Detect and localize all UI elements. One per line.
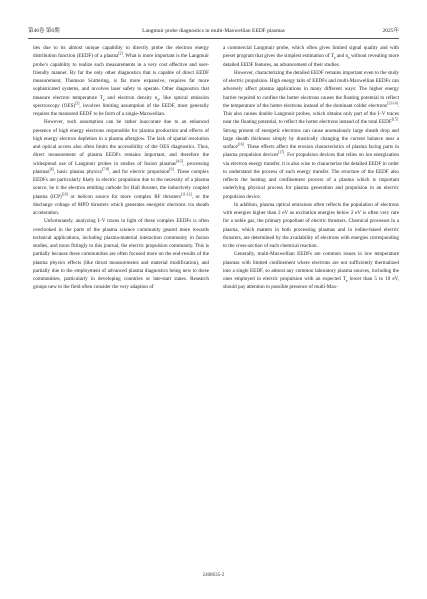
text-run: . These complex EEDFs are particularly likely in electric propulsion due to the necessity of a plasma source, be it the electron emitting cathode for Hall thruster, the inductively coupled plasma (ICP)	[33, 168, 209, 200]
running-header	[28, 26, 399, 36]
citation-ref: [2]	[118, 51, 123, 56]
citation-ref: [6]	[49, 167, 54, 172]
text-run: , or the discharge voltage of MPD thrusters which generates energetic electrons via sheath acceleration.	[33, 193, 209, 216]
text-run: . Strong present of energetic electrons can cause anomalously large sheath drop and large sheath thickness simply by drastically changing the current balance near a surface	[223, 119, 399, 150]
citation-ref: [10]	[61, 191, 68, 196]
text-run: a commercial Langmuir probe, which often gives limited signal quality and with preset program that gives the simplest estimation of T	[223, 45, 399, 60]
text-run: . These effects affect the erosion characteristics of plasma facing parts in plasma propulsion devices	[223, 144, 399, 159]
text-run: lower than 5 to 10 eV, should pay attention to possible presence of multi-Max-	[223, 276, 399, 291]
text-run: , involves limiting assumption of the EEDF, most generally requires the measured EEDF to be form of a single-Maxwellian.	[33, 102, 209, 117]
text-run: . What is more important is the Langmuir probe’s capability to realize such measurements in a very cost effective and user-friendly manner. By far the only other diagnostics that is capable of direct EEDF measurement, Thomson Scattering, is far more expansive, requires far more sophisticated systems, and involves laser safety to operate. Other diagnostics that measure electron temperature T	[33, 53, 209, 101]
body-paragraph	[223, 250, 399, 291]
citation-ref: [16]	[237, 142, 244, 147]
text-run: In addition, plasma optical emissions often reflects the population of electrons with energies higher than 2 eV as excitation energies below 2 eV is often very rare for a noble gas, the primary propellant of electric thrusters. Chemical processes in a plasma, which matters in both processing plasmas and in iodine-based electric thrusters, are determined by the availability of electrons with energies corresponding to the cross-section of each chemical reaction.	[223, 201, 399, 249]
subscript: e	[333, 56, 336, 61]
citation-ref: [7-8]	[101, 167, 110, 172]
text-run: , like optical emission spectroscopy (OES)	[33, 94, 209, 109]
text-run: and electron density n	[104, 94, 158, 101]
page-number: 2408035-2	[202, 573, 225, 578]
text-run: , processing plasmas	[33, 160, 209, 175]
body-paragraph	[223, 69, 399, 201]
body-paragraph	[223, 44, 399, 69]
subscript: e	[345, 279, 348, 284]
citation-ref: [4-5]	[176, 158, 184, 163]
text-run: . For propulsion devices that relies on ion energization via electron energy transfer, it is also wise to characterize the detailed EEDF in order to understand the process of such energy transfer. The structure of the EEDF also reflects the heating and confinement process of a plasma which is important underlying physical process for plasma generation and propulsion in an electric propulsion device.	[223, 152, 399, 200]
text-run: . This also causes double Langmuir probes, which obtains only part of the I–V traces near the floating potential, to reflect the hotter electrons instead of the total EEDF	[223, 102, 399, 126]
text-run: Generally, multi-Maxwellian EEDFs are common issues in low temperature plasmas with limited confinement where electrons are not sufficiently thermalized into a single EEDF, so almost any common laboratory plasma sources, including the ones employed in electric propulsion with an expected T	[223, 251, 399, 282]
text-run: ties due to its almost unique capability to directly probe the electron energy distribution function (EEDF) of a plasma	[33, 45, 209, 60]
text-run: Unfortunately, analyzing I–V traces in light of these complex EEDFs is often overlooked in the parts of the plasma science community geared more towards technical applications, including plasma-material interaction community in fusion studies, and more fittingly to this journal, the electric propulsion community. This is partially because these communities are often focused more on the end-results of the plasma physics effects (like thrust measurements and material modification), and partially due to the employment of advanced plasma diagnostics being new to these communities, particularly in developing countries or late-start states. Research groups new to the field often consider the very adaption of	[33, 218, 209, 291]
publication-year: 2025年	[382, 28, 399, 34]
subscript: e	[348, 56, 350, 61]
body-paragraph	[33, 44, 209, 118]
subscript: e	[157, 97, 160, 102]
text-run: However, characterizing the detailed EEDF remains important even to the study of electric propulsion. High energy tails of EEDFs and multi-Maxwellian EEDFs can adversely affect plasma applications in many different ways: The higher energy barrier required to confine the hotter electrons causes the floating potential to reflect the temperature of the hotter electrons instead of the dominant colder electrons	[223, 69, 399, 109]
citation-ref: [17]	[278, 150, 285, 155]
citation-ref: [11-12]	[180, 191, 192, 196]
text-run: without revealing more detailed EEDF features, an advancement of their studies.	[223, 53, 399, 68]
subscript: e	[102, 97, 105, 102]
citation-ref: [3]	[75, 101, 80, 106]
citation-ref: [9]	[169, 167, 174, 172]
citation-ref: [15]	[391, 117, 398, 122]
left-column	[33, 44, 209, 292]
body-paragraph	[33, 118, 209, 217]
running-title: Langmuir probe diagnostics in multi-Maxwellian EEDF plasmas	[142, 28, 285, 34]
volume-issue: 第46卷 第6期	[28, 28, 60, 34]
citation-ref: [13-14]	[386, 101, 398, 106]
body-paragraph	[223, 201, 399, 251]
right-column	[223, 44, 399, 292]
text-run: and n	[335, 53, 349, 60]
text-run: , basic plasma physics	[53, 168, 102, 175]
header-rule	[28, 38, 399, 39]
text-run: , and for electric propulsion	[109, 168, 170, 175]
text-run: or helicon source for more complex RF thrusters	[67, 193, 181, 200]
body-paragraph	[33, 217, 209, 291]
text-run: However, such assumption can be rather inaccurate due to an enhanced presence of high energy electrons responsible for plasma production and effects of high energy electron depletion in a plasma afterglow. The lack of spatial resolution and optical access also often limits the accessibility of the OES diagnostics. Thus, direct measurement of plasma EEDFs remains important, and therefore the widespread use of Langmuir probes in studies of fusion plasmas	[33, 119, 209, 167]
